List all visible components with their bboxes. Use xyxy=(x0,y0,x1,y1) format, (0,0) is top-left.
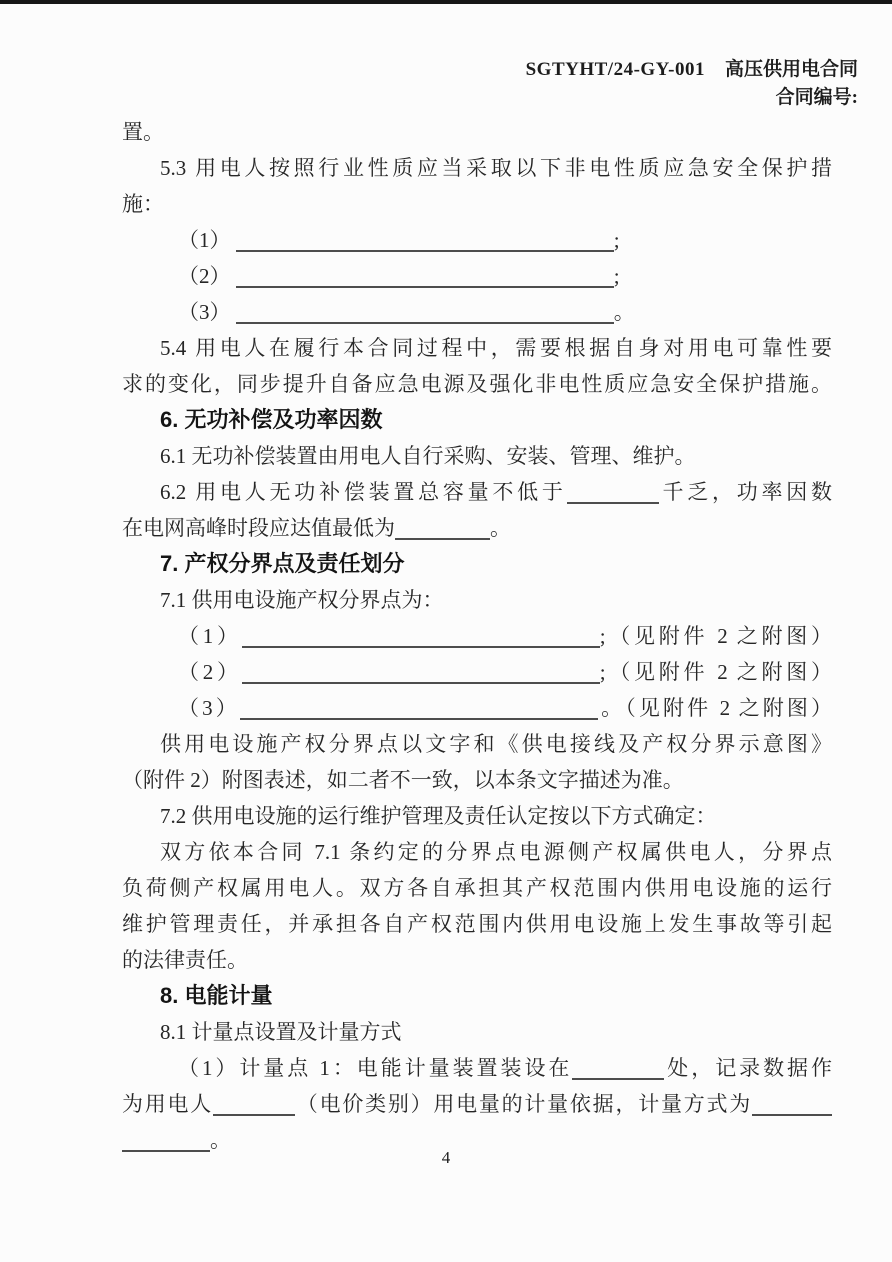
text-segment: （1） xyxy=(178,624,242,648)
text-segment: 6.2 用电人无功补偿装置总容量不低于 xyxy=(160,480,567,504)
text-segment: 求的变化，同步提升自备应急电源及强化非电性质应急安全保护措施。 xyxy=(122,372,832,396)
document-body xyxy=(122,114,832,1158)
section-heading xyxy=(122,546,832,582)
text-segment: ;（见附件 2 之附图） xyxy=(599,624,832,648)
doc-line xyxy=(122,870,832,906)
doc-line xyxy=(122,258,832,294)
blank-field xyxy=(213,1093,295,1116)
blank-field xyxy=(752,1093,832,1116)
doc-line xyxy=(122,726,832,762)
doc-line xyxy=(122,438,832,474)
doc-line xyxy=(122,186,832,222)
text-segment: 7.2 供用电设施的运行维护管理及责任认定按以下方式确定： xyxy=(160,804,717,828)
doc-line xyxy=(122,366,832,402)
doc-line xyxy=(122,618,832,654)
text-segment: 在电网高峰时段应达值最低为 xyxy=(122,516,395,540)
doc-line xyxy=(122,582,832,618)
text-segment: 8.1 计量点设置及计量方式 xyxy=(160,1020,402,1044)
text-segment: （3） xyxy=(178,696,240,720)
text-segment: 8. 电能计量 xyxy=(160,983,273,1008)
text-segment: 施： xyxy=(122,192,164,216)
doc-line xyxy=(122,834,832,870)
text-segment: ; xyxy=(613,264,620,288)
blank-field xyxy=(236,301,614,324)
blank-field xyxy=(236,229,614,252)
doc-line xyxy=(122,690,832,726)
blank-field xyxy=(572,1057,664,1080)
text-segment: 6.1 无功补偿装置由用电人自行采购、安装、管理、维护。 xyxy=(160,444,696,468)
doc-line xyxy=(122,798,832,834)
text-segment: 。 xyxy=(210,1128,231,1152)
doc-line xyxy=(122,942,832,978)
text-segment: 处，记录数据作 xyxy=(664,1056,833,1080)
blank-field xyxy=(395,517,490,540)
text-segment: 7. 产权分界点及责任划分 xyxy=(160,551,405,576)
text-segment: 。 xyxy=(613,300,635,324)
text-segment: 负荷侧产权属用电人。双方各自承担其产权范围内供用电设施的运行 xyxy=(122,876,832,900)
text-segment: ; xyxy=(613,228,620,252)
doc-line xyxy=(122,906,832,942)
text-segment: （1） xyxy=(178,228,236,252)
text-segment: 千乏，功率因数 xyxy=(658,480,833,504)
contract-number-label: 合同编号: xyxy=(775,87,858,108)
text-segment: 的法律责任。 xyxy=(122,948,248,972)
header-title-line xyxy=(526,56,858,84)
doc-line xyxy=(122,330,832,366)
document-title: 高压供用电合同 xyxy=(724,59,858,80)
text-segment: 双方依本合同 7.1 条约定的分界点电源侧产权属供电人，分界点 xyxy=(160,840,832,864)
blank-field xyxy=(240,697,598,720)
text-segment: （3） xyxy=(178,300,236,324)
text-segment: 供用电设施产权分界点以文字和《供电接线及产权分界示意图》 xyxy=(160,732,832,756)
doc-line xyxy=(122,762,832,798)
text-segment: 为用电人 xyxy=(122,1092,214,1116)
page-number: 4 xyxy=(441,1148,451,1167)
doc-line xyxy=(122,474,832,510)
section-heading xyxy=(122,978,832,1014)
page-header xyxy=(526,56,858,112)
text-segment: 5.4 用电人在履行本合同过程中，需要根据自身对用电可靠性要 xyxy=(160,336,832,360)
doc-line xyxy=(122,1086,832,1122)
blank-field xyxy=(242,625,600,648)
doc-line xyxy=(122,294,832,330)
text-segment: 。（见附件 2 之附图） xyxy=(597,696,833,720)
text-segment: 6. 无功补偿及功率因数 xyxy=(160,407,383,432)
text-segment: （1）计量点 1：电能计量装置装设在 xyxy=(178,1056,573,1080)
text-segment: 维护管理责任，并承担各自产权范围内供用电设施上发生事故等引起 xyxy=(122,912,832,936)
text-segment: （附件 2）附图表述，如二者不一致，以本条文字描述为准。 xyxy=(122,768,684,792)
text-segment: 7.1 供用电设施产权分界点为： xyxy=(160,588,444,612)
section-heading xyxy=(122,402,832,438)
top-border-bar xyxy=(0,0,892,4)
document-code: SGTYHT/24-GY-001 xyxy=(525,59,705,80)
blank-field xyxy=(242,661,600,684)
doc-line xyxy=(122,654,832,690)
text-segment: （电价类别）用电量的计量依据，计量方式为 xyxy=(295,1092,753,1116)
text-segment: （2） xyxy=(178,660,242,684)
blank-field xyxy=(236,265,614,288)
blank-field xyxy=(567,481,659,504)
doc-line xyxy=(122,114,832,150)
doc-line xyxy=(122,1014,832,1050)
doc-line xyxy=(122,510,832,546)
text-segment: ;（见附件 2 之附图） xyxy=(599,660,832,684)
text-segment: 置。 xyxy=(122,120,164,144)
text-segment: 。 xyxy=(490,516,511,540)
text-segment: （2） xyxy=(178,264,236,288)
doc-line xyxy=(122,1050,832,1086)
page-footer xyxy=(0,1148,892,1168)
doc-line xyxy=(122,222,832,258)
doc-line xyxy=(122,150,832,186)
text-segment: 5.3 用电人按照行业性质应当采取以下非电性质应急安全保护措 xyxy=(160,156,832,180)
